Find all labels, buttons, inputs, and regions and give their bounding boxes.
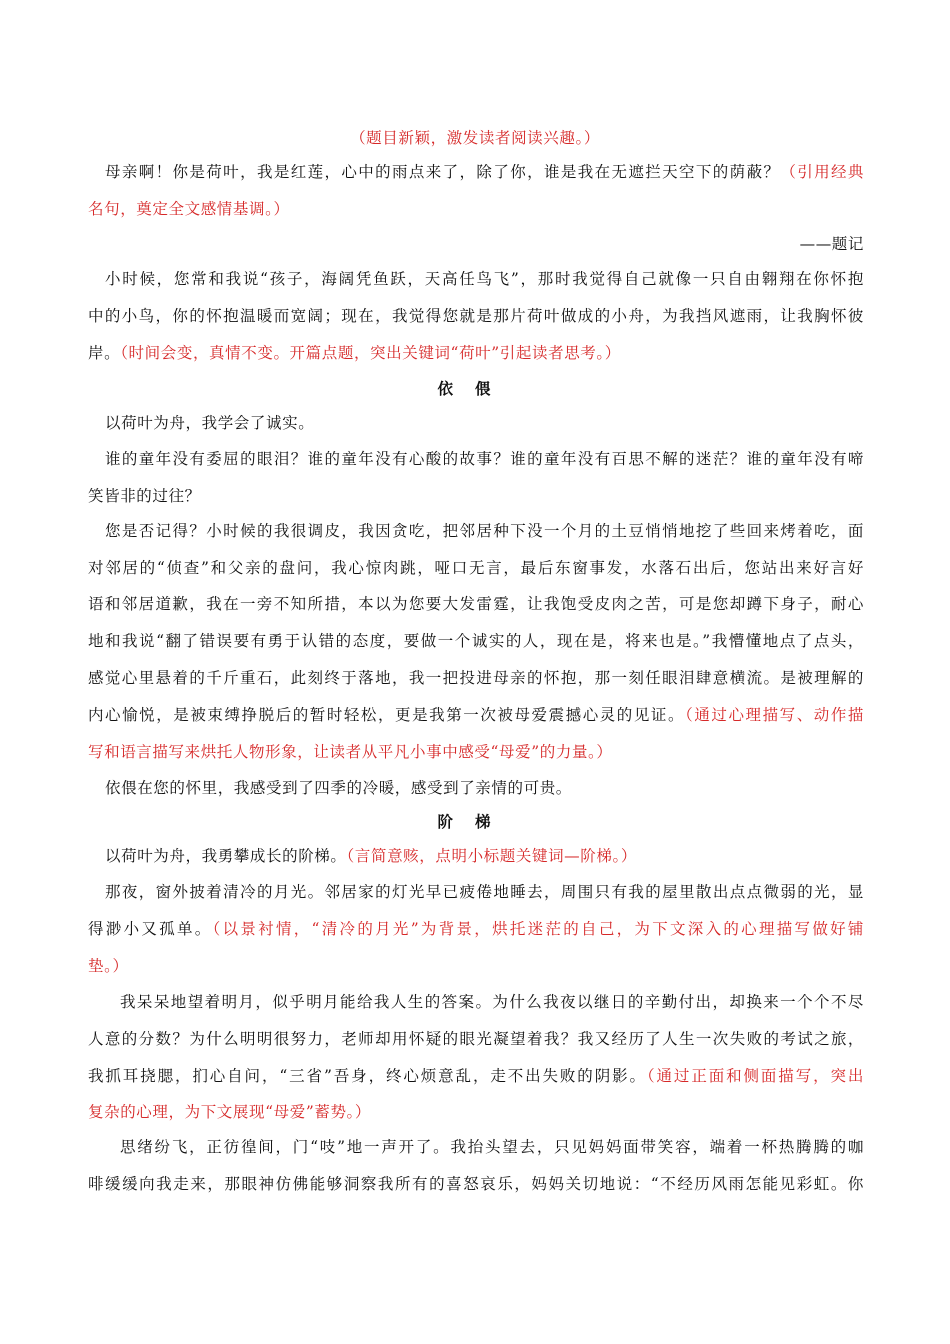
paragraph-line	[88, 704, 864, 726]
annotation-epigraph: （引用经典	[780, 163, 864, 181]
paragraph-line: 您是否记得？小时候的我很调皮，我因贪吃，把邻居种下没一个月的土豆悄悄地挖了些回来烤着吃，面	[105, 522, 864, 540]
paragraph-text: 岸。	[88, 344, 121, 362]
paragraph-line: 依偎在您的怀里，我感受到了四季的冷暖，感受到了亲情的可贵。	[105, 779, 572, 797]
annotation-psychology-cont: 复杂的心理，为下文展现“母爱”蓄势。）	[88, 1103, 371, 1121]
paragraph-text: 内心愉悦，是被束缚挣脱后的暂时轻松，更是我第一次被母爱震撼心灵的见证。	[88, 706, 686, 724]
annotation-epigraph-cont: 名句，奠定全文感情基调。）	[88, 200, 290, 218]
annotation-yiwei: （通过心理描写、动作描	[685, 706, 864, 724]
paragraph-line: 那夜，窗外披着清冷的月光。邻居家的灯光早已疲倦地睡去，周围只有我的屋里散出点点微弱的光，显	[105, 883, 864, 901]
annotation-scene-cont: 垫。）	[88, 957, 129, 975]
paragraph-line: 地和我说“翻了错误要有勇于认错的态度，要做一个诚实的人，现在是，将来也是。”我懵懂地点了点头，	[88, 632, 864, 650]
paragraph-line: 中的小鸟，你的怀抱温暖而宽阔；现在，我觉得您就是那片荷叶做成的小舟，为我挡风遮雨，让我胸怀彼	[88, 307, 864, 325]
paragraph-line: 语和邻居道歉，我在一旁不知所措，本以为您要大发雷霆，让我饱受皮肉之苦，可是您却蹲下身子，耐心	[88, 595, 864, 613]
paragraph-text: 以荷叶为舟，我勇攀成长的阶梯。	[105, 847, 347, 865]
annotation-opening: （时间会变，真情不变。开篇点题，突出关键词“荷叶”引起读者思考。）	[120, 344, 621, 362]
paragraph-line: 谁的童年没有委屈的眼泪？谁的童年没有心酸的故事？谁的童年没有百思不解的迷茫？谁的童年没有啼	[105, 450, 864, 468]
annotation-title-comment: （题目新颖，激发读者阅读兴趣。）	[350, 129, 600, 147]
epigraph-attribution: ——题记	[799, 235, 864, 253]
annotation-psychology: （通过正面和侧面描写，突出	[646, 1067, 864, 1085]
paragraph-line: 啡缓缓向我走来，那眼神仿佛能够洞察我所有的喜怒哀乐，妈妈关切地说：“不经历风雨怎能见彩虹。你	[88, 1175, 864, 1193]
paragraph-line: 感觉心里悬着的千斤重石，此刻终于落地，我一把投进母亲的怀抱，那一刻任眼泪肆意横流。是被理解的	[88, 669, 864, 687]
paragraph-line	[88, 342, 864, 364]
paragraph-text: 得渺小又孤单。	[88, 920, 213, 938]
paragraph-line: 笑皆非的过往？	[88, 487, 201, 505]
paragraph-line: 以荷叶为舟，我学会了诚实。	[105, 414, 315, 432]
annotation-scene: （以景衬情，“清冷的月光”为背景，烘托迷茫的自己，为下文深入的心理描写做好铺	[212, 920, 865, 938]
paragraph-line: 人意的分数？为什么明明很努力，老师却用怀疑的眼光凝望着我？我又经历了人生一次失败的考试之旅，	[88, 1030, 864, 1048]
epigraph-line-1	[105, 161, 864, 183]
paragraph-text: 我抓耳挠腮，扪心自问，“三省”吾身，终心烦意乱，走不出失败的阴影。	[88, 1067, 647, 1085]
annotation-jieti-heading: （言简意赅，点明小标题关键词—阶梯。）	[346, 847, 637, 865]
paragraph-line	[105, 845, 864, 867]
annotation-yiwei-cont: 写和语言描写来烘托人物形象，让读者从平凡小事中感受“母爱”的力量。）	[88, 743, 613, 761]
section-heading-jieti: 阶梯	[437, 812, 513, 831]
paragraph-line: 思绪纷飞，正彷徨间，门“吱”地一声开了。我抬头望去，只见妈妈面带笑容，端着一杯热腾腾的咖	[120, 1138, 864, 1156]
paragraph-line	[88, 918, 864, 940]
epigraph-text: 母亲啊！你是荷叶，我是红莲，心中的雨点来了，除了你，谁是我在无遮拦天空下的荫蔽？	[105, 163, 781, 181]
paragraph-line: 我呆呆地望着明月，似乎明月能给我人生的答案。为什么我夜以继日的辛勤付出，却换来一个个不尽	[120, 993, 864, 1011]
section-heading-yiwei: 依偎	[437, 379, 513, 398]
paragraph-line	[88, 1065, 864, 1087]
paragraph-line: 对邻居的“侦查”和父亲的盘问，我心惊肉跳，哑口无言，最后东窗事发，水落石出后，您站出来好言好	[88, 559, 864, 577]
paragraph-line: 小时候，您常和我说“孩子，海阔凭鱼跃，天高任鸟飞”，那时我觉得自己就像一只自由翱翔在你怀抱	[105, 270, 864, 288]
